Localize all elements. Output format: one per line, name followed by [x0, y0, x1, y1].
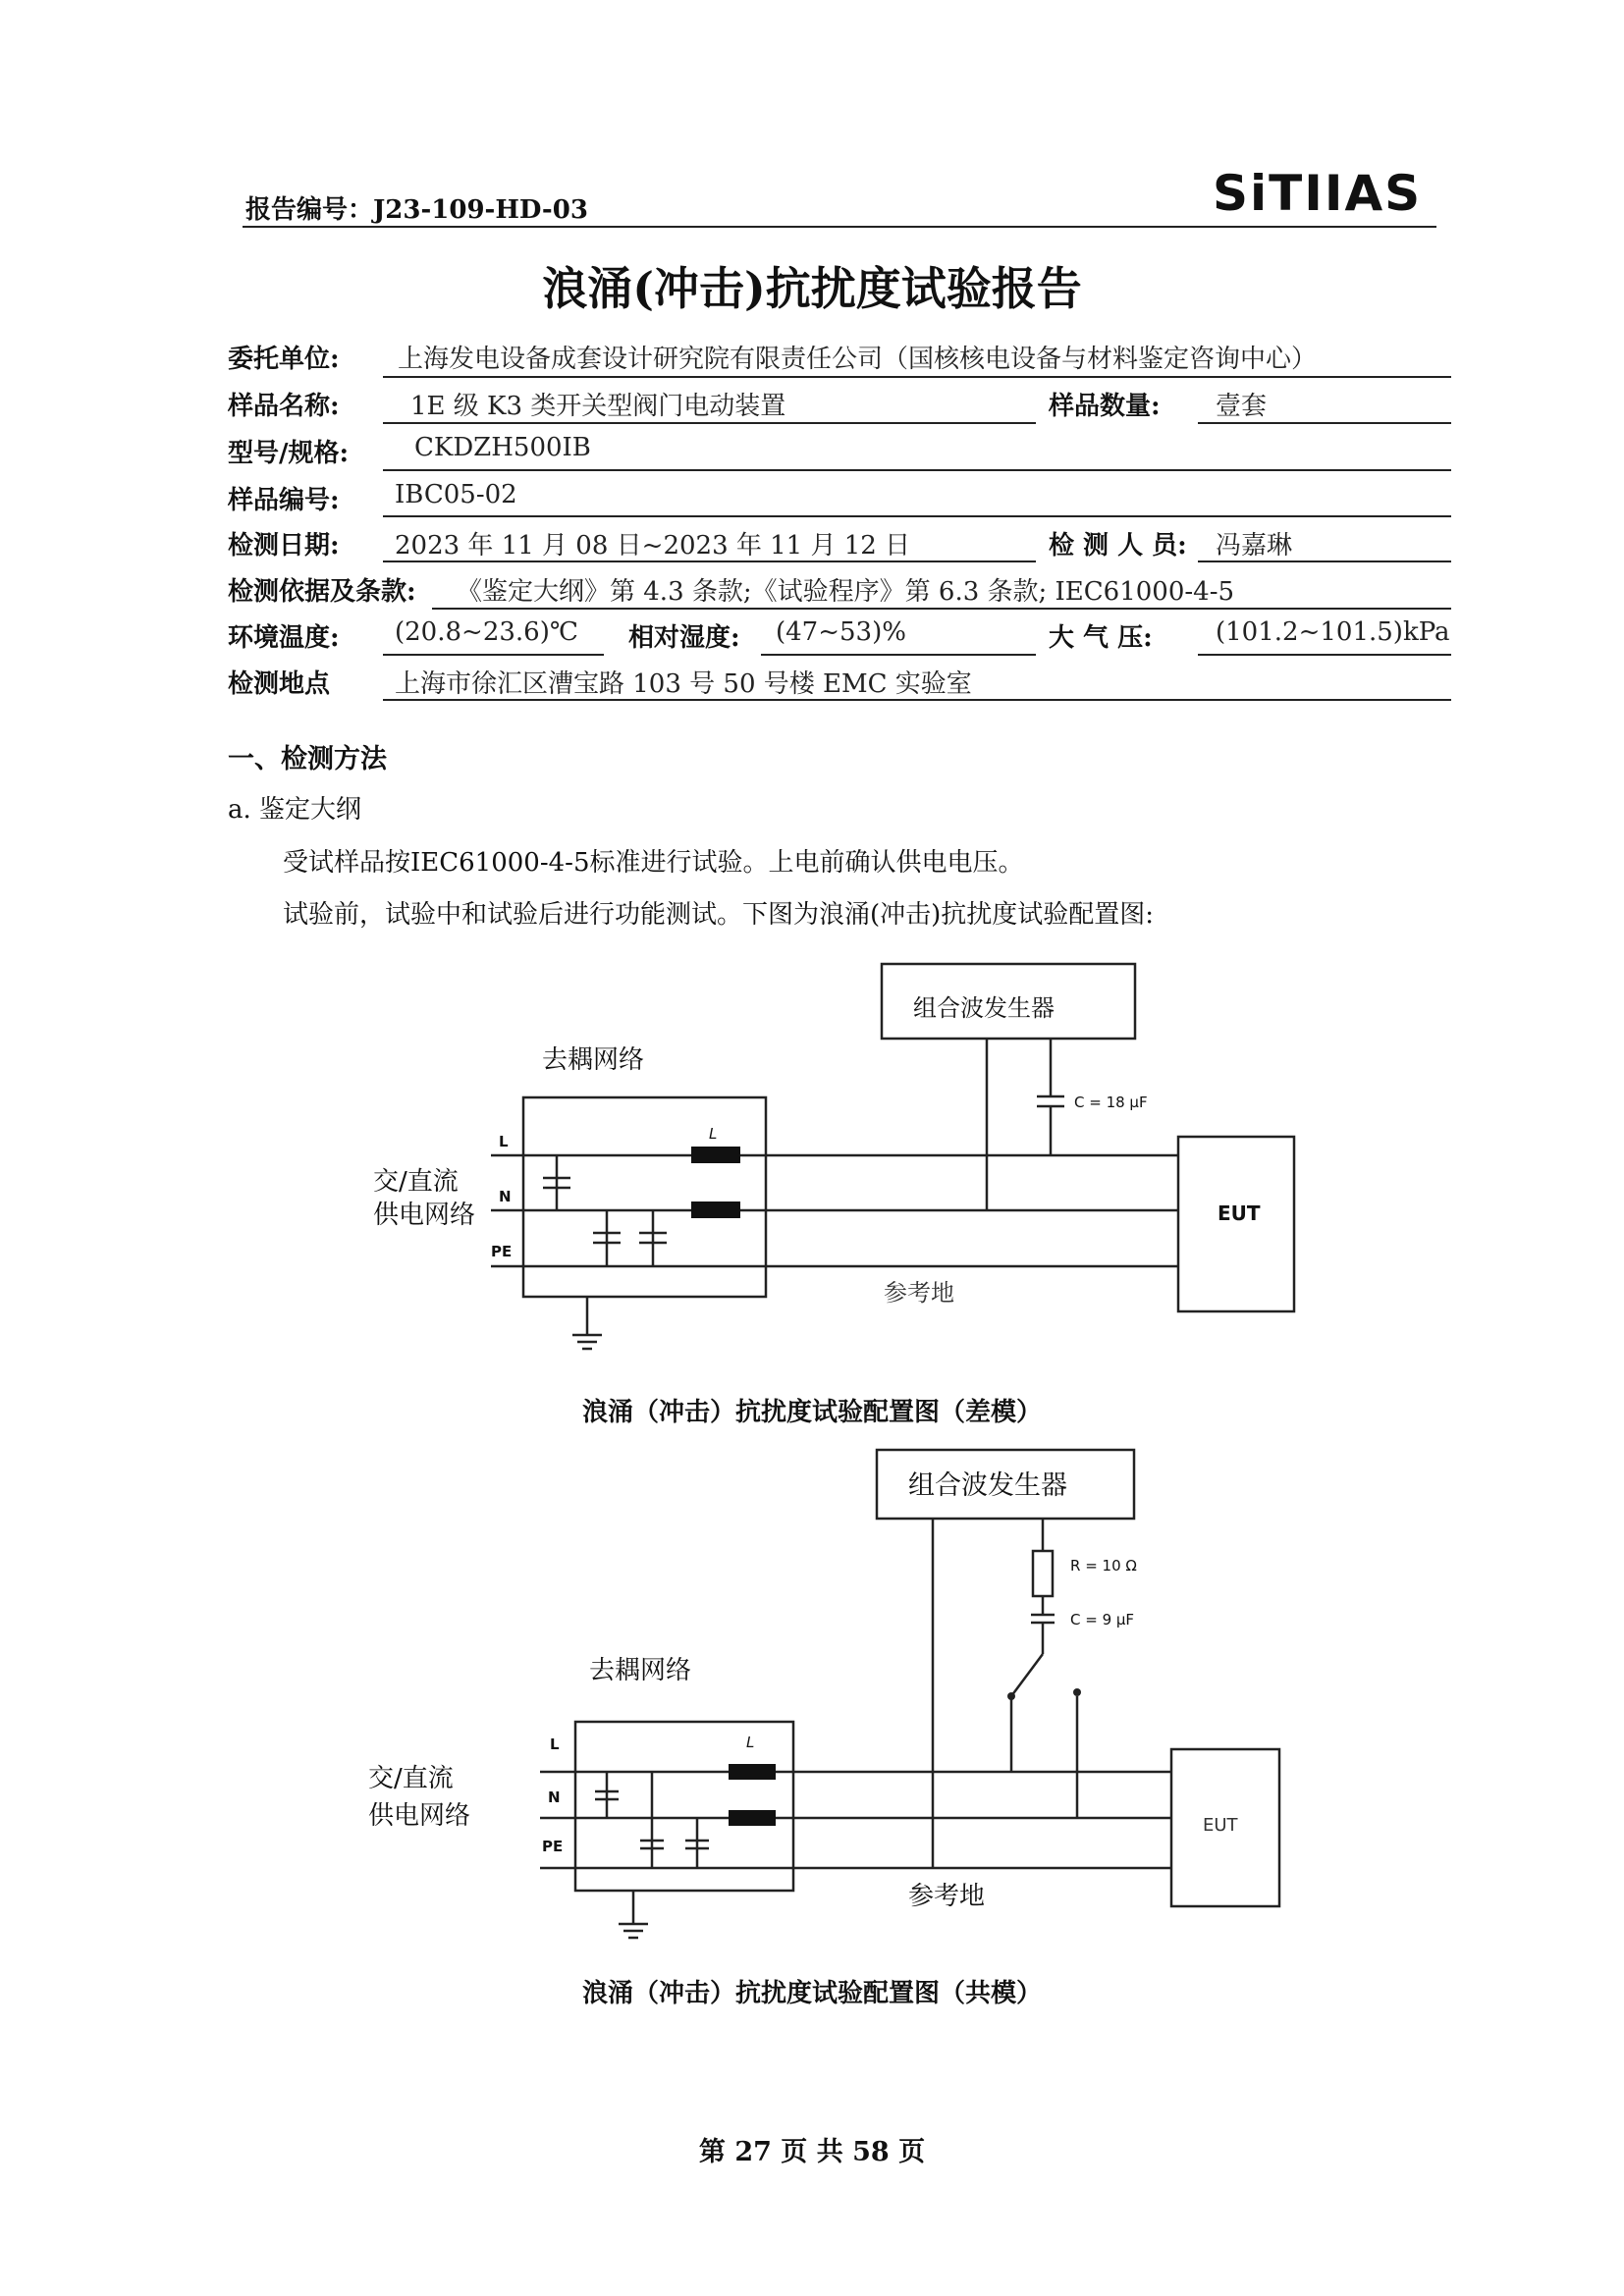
ground-label: 参考地	[908, 1882, 986, 1911]
report-title: 浪涌(冲击)抗扰度试验报告	[542, 262, 1082, 315]
sample-no-value: IBC05-02	[395, 480, 517, 509]
decoupling-label: 去耦网络	[542, 1045, 645, 1075]
location-value: 上海市徐汇区漕宝路 103 号 50 号楼 EMC 实验室	[395, 669, 972, 699]
paragraph-1: 受试样品按IEC61000-4-5标准进行试验。上电前确认供电电压。	[283, 848, 1024, 878]
ground-label: 参考地	[884, 1279, 954, 1307]
quantity-label: 样品数量:	[1049, 392, 1161, 421]
inductor-label: L	[746, 1734, 755, 1751]
PE-label: PE	[542, 1838, 564, 1855]
pressure-underline	[1198, 654, 1451, 656]
differential-mode-diagram	[0, 942, 1624, 1414]
humidity-label: 相对湿度:	[628, 623, 740, 653]
tester-underline	[1198, 561, 1451, 562]
quantity-underline	[1198, 422, 1451, 424]
sample-name-underline	[383, 422, 1036, 424]
quantity-value: 壹套	[1216, 392, 1268, 421]
paragraph-2: 试验前，试验中和试验后进行功能测试。下图为浪涌(冲击)抗扰度试验配置图:	[283, 900, 1155, 930]
test-date-value: 2023 年 11 月 08 日~2023 年 11 月 12 日	[395, 531, 911, 561]
client-value: 上海发电设备成套设计研究院有限责任公司（国核核电设备与材料鉴定咨询中心）	[398, 345, 1318, 374]
temperature-label: 环境温度:	[228, 623, 340, 653]
client-label: 委托单位:	[228, 345, 340, 374]
inductor-L	[729, 1764, 776, 1780]
section-subheading: a. 鉴定大纲	[228, 795, 362, 825]
L-label: L	[550, 1735, 560, 1753]
sample-no-underline	[383, 515, 1451, 517]
generator-label: 组合波发生器	[908, 1470, 1067, 1501]
supply-label-1: 交/直流	[368, 1764, 454, 1793]
sample-name-label: 样品名称:	[228, 392, 340, 421]
eut-label: EUT	[1203, 1815, 1238, 1836]
section-heading: 一、检测方法	[228, 744, 387, 774]
N-label: N	[548, 1789, 561, 1806]
location-underline	[383, 699, 1451, 701]
report-number: 报告编号：J23-109-HD-03	[245, 195, 588, 225]
decoupling-label: 去耦网络	[589, 1656, 692, 1685]
pressure-value: (101.2~101.5)kPa	[1216, 617, 1450, 647]
inductor-label: L	[709, 1125, 718, 1143]
inductor-L	[691, 1147, 740, 1163]
supply-label-2: 供电网络	[368, 1801, 471, 1831]
location-label: 检测地点	[228, 669, 331, 699]
temperature-value: (20.8~23.6)℃	[395, 617, 578, 647]
caption-differential: 浪涌（冲击）抗扰度试验配置图（差模）	[581, 1398, 1042, 1427]
sample-name-value: 1E 级 K3 类开关型阀门电动装置	[410, 392, 786, 421]
test-date-underline	[383, 561, 1036, 562]
header-rule	[243, 226, 1436, 228]
basis-underline	[432, 608, 1451, 610]
eut-label: EUT	[1218, 1201, 1261, 1225]
capacitor-label: C = 9 μF	[1070, 1611, 1135, 1629]
capacitor-label: C = 18 μF	[1074, 1094, 1148, 1111]
generator-label: 组合波发生器	[913, 994, 1055, 1022]
sample-no-label: 样品编号:	[228, 486, 340, 515]
common-mode-diagram	[0, 1433, 1624, 1983]
resistor	[1033, 1551, 1053, 1596]
switch	[1011, 1654, 1043, 1696]
inductor-N	[729, 1810, 776, 1826]
temperature-underline	[383, 654, 604, 656]
PE-label: PE	[491, 1243, 513, 1260]
tester-label: 检 测 人 员:	[1049, 531, 1187, 561]
basis-label: 检测依据及条款:	[228, 577, 416, 607]
model-label: 型号/规格:	[228, 439, 350, 468]
N-label: N	[499, 1188, 512, 1205]
model-value: CKDZH500IB	[414, 433, 591, 462]
caption-common: 浪涌（冲击）抗扰度试验配置图（共模）	[581, 1979, 1042, 2008]
supply-label-2: 供电网络	[373, 1201, 476, 1230]
test-date-label: 检测日期:	[228, 531, 340, 561]
humidity-underline	[761, 654, 1036, 656]
company-logo: SiTIIAS	[1213, 165, 1423, 222]
humidity-value: (47~53)%	[776, 617, 906, 647]
model-underline	[383, 469, 1451, 471]
decoupling-box	[575, 1722, 793, 1891]
basis-value: 《鉴定大纲》第 4.3 条款;《试验程序》第 6.3 条款; IEC61000-4-5	[457, 577, 1235, 607]
resistor-label: R = 10 Ω	[1070, 1557, 1137, 1575]
L-label: L	[499, 1133, 509, 1150]
tester-value: 冯嘉琳	[1216, 531, 1293, 561]
page-footer: 第 27 页 共 58 页	[698, 2137, 926, 2167]
inductor-N	[691, 1201, 740, 1218]
pressure-label: 大 气 压:	[1049, 623, 1153, 653]
supply-label-1: 交/直流	[373, 1167, 459, 1197]
client-underline	[383, 376, 1451, 378]
